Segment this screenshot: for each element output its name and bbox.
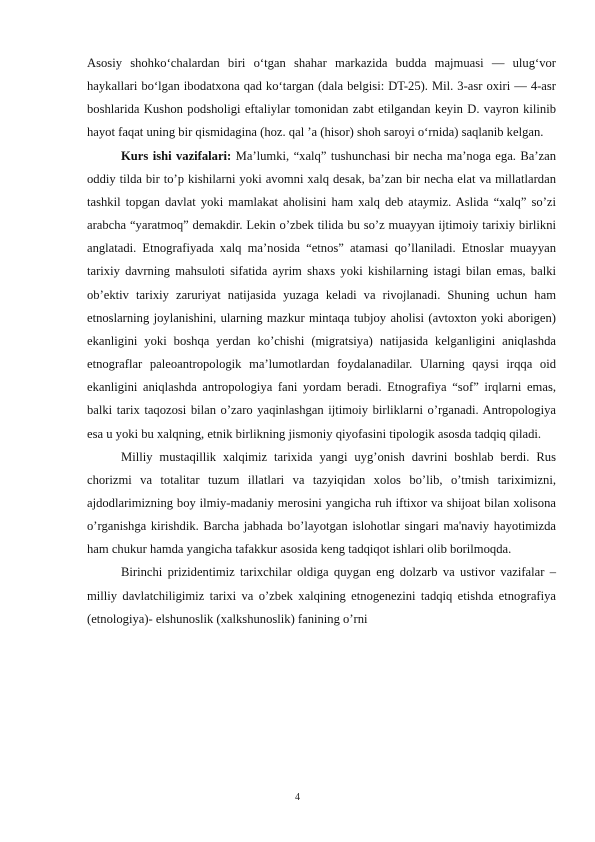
- paragraph-intro: [87, 52, 556, 145]
- section-heading: Kurs ishi vazifalari:: [121, 148, 232, 163]
- document-page: [87, 52, 556, 631]
- paragraph-text: Asosiy shohko‘chalardan biri o‘tgan shahar markazida budda majmuasi — ulug‘vor haykallari bo‘lgan ibodatxona qad ko‘targan (dala belgisi: DT-25). Mil. 3-asr oxiri — 4-asr boshlarida Kushon podsholigi eftaliylar tomonidan zabt etilgandan keyin D. vayron kilinib hayot faqat uning bir qismidagina (hoz. qal ʼa (hisor) shoh saroyi o‘rnida) saqlanib kelgan.: [87, 56, 556, 140]
- paragraph-independence: [87, 446, 556, 562]
- paragraph-text: Maʼlumki, “xalq” tushunchasi bir necha maʼnoga ega. Baʼzan oddiy tilda bir toʼp kishilarni yoki avomni xalq desak, baʼzan bir necha elat va millatlardan tashkil topgan davlat yoki mamlakat aholisini ham xalq deb ataymiz. Aslida “xalq” soʼzi arabcha “yaratmoq” demakdir. Lekin oʼzbek tilida bu soʼz muayyan ijtimoiy tarixiy birlikni anglatadi. Etnografiyada xalq maʼnosida “etnos” atamasi qoʼllaniladi. Etnoslar muayyan tarixiy davrning mahsuloti sifatida ayrim shaxs yoki kishilarning istagi bilan emas, balki obʼektiv tarixiy zaruriyat natijasida yuzaga keladi va rivojlanadi. Shuning uchun ham etnoslarning joylanishini, ularning mazkur mintaqa tubjoy aholisi (avtoxton yoki aborigen) ekanligini yoki boshqa yerdan koʼchishi (migratsiya) natijasida kelganligini aniqlashda etnograflar paleoantropologik maʼlumotlardan foydalanadilar. Ularning qaysi irqqa oid ekanligini aniqlashda antropologiya fani yordam beradi. Etnografiya “sof” irqlarni emas, balki tarix taqozosi bilan oʼzaro yaqinlashgan ijtimoiy birliklarni oʼrganadi. Antropologiya esa u yoki bu xalqning, etnik birlikning jismoniy qiyofasini tipologik asosda tadqiq qiladi.: [87, 148, 556, 441]
- page-number: 4: [295, 792, 300, 803]
- paragraph-text: Milliy mustaqillik xalqimiz tarixida yangi uyg’onish davrini boshlab berdi. Rus chorizmi va totalitar tuzum illatlari va tazyiqidan xolos bo’lib, o’tmish tariximizni, ajdodlarimizning boy ilmiy-madaniy merosini yangicha ruh iftixor va shijoat bilan xolisona o’rganishga kirishdik. Barcha jabhada bo’layotgan islohotlar singari ma'naviy hayotimizda ham chukur hamda yangicha tafakkur asosida keng tadqiqot ishlari olib borilmoqda.: [87, 449, 556, 557]
- paragraph-president: [87, 561, 556, 630]
- paragraph-text: Birinchi prizidentimiz tarixchilar oldiga quygan eng dolzarb va ustivor vazifalar – milliy davlatchiligimiz tarixi va o’zbek xalqining etnogenezini tadqiq etishda etnografiya (etnologiya)- elshunoslik (xalkshunoslik) fanining o’rni: [87, 565, 556, 626]
- paragraph-tasks: [87, 145, 556, 446]
